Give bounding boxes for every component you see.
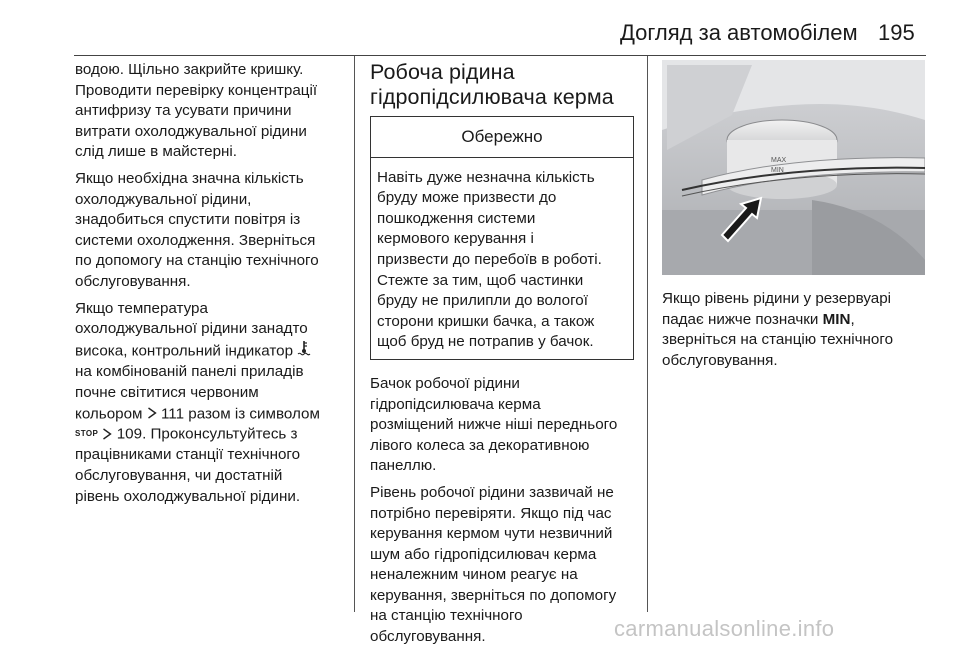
column-middle xyxy=(370,60,638,654)
column-left xyxy=(75,60,347,513)
reservoir-photo xyxy=(662,60,925,275)
paragraph-coolant-temperature: Якщо температура охолоджувальної рідини занадто висока, контрольний індикатор на комбінованій панелі приладів почне світитися червоним кольором 111 разом із символом STOP 109. Проконсультуйтесь з працівниками станції технічного обслуговування, чи достатній рівень охолоджувальної рідини. xyxy=(75,299,320,505)
column-divider-2 xyxy=(647,56,648,612)
section-title: Робоча рідина гідропідсилювача керма xyxy=(370,60,614,109)
paragraph: Рівень робочої рідини зазвичай не потрібно перевіряти. Якщо під час керування кермом чути незвичний шум або гідропідсилювач керма неналежним чином реагує на керування, зверніться по допомогу на станцію технічного обслуговування. xyxy=(370,483,617,646)
page-reference-icon xyxy=(147,404,157,425)
min-mark: MIN xyxy=(771,167,784,174)
page-number: 195 xyxy=(878,20,915,45)
page-header-title: Догляд за автомобілем xyxy=(620,20,858,45)
column-right xyxy=(662,60,932,377)
paragraph: водою. Щільно закрийте кришку. Проводити перевірку концентрації антифризу та усувати причини витрати охолоджувальної рідини слід лише в майстерні. xyxy=(75,61,318,161)
min-label: MIN xyxy=(822,310,851,328)
warning-text: Навіть дуже незначна кількість бруду може призвести до пошкодження системи кермового керування і призвести до перебоїв в роботі. Стежте за тим, щоб частинки бруду не прилипли до вологої сторони кришки бачка, а також щоб бруд не потрапив у бачок. xyxy=(377,168,602,351)
paragraph: Бачок робочої рідини гідропідсилювача керма розміщений нижче ніші переднього лівого колеса за декоративною панеллю. xyxy=(370,374,618,475)
watermark: carmanualsonline.info xyxy=(614,616,835,641)
header-rule xyxy=(74,55,926,56)
page-reference-icon xyxy=(102,424,112,445)
stop-symbol: STOP xyxy=(75,429,99,439)
max-mark: MAX xyxy=(771,157,787,164)
coolant-temperature-icon xyxy=(297,340,311,363)
warning-box xyxy=(370,116,634,360)
column-divider-1 xyxy=(354,56,355,612)
page-reference: 111 xyxy=(160,404,185,422)
paragraph: Якщо необхідна значна кількість охолоджувальної рідини, знадобиться спустити повітря із системи охолодження. Зверніться по допомогу на станцію технічного обслуговування. xyxy=(75,169,319,290)
paragraph: Якщо рівень рідини у резервуарі падає нижче позначки MIN, зверніться на станцію технічного обслуговування. xyxy=(662,290,894,369)
warning-heading: Обережно xyxy=(371,117,633,158)
page-reference: 109 xyxy=(116,425,143,443)
